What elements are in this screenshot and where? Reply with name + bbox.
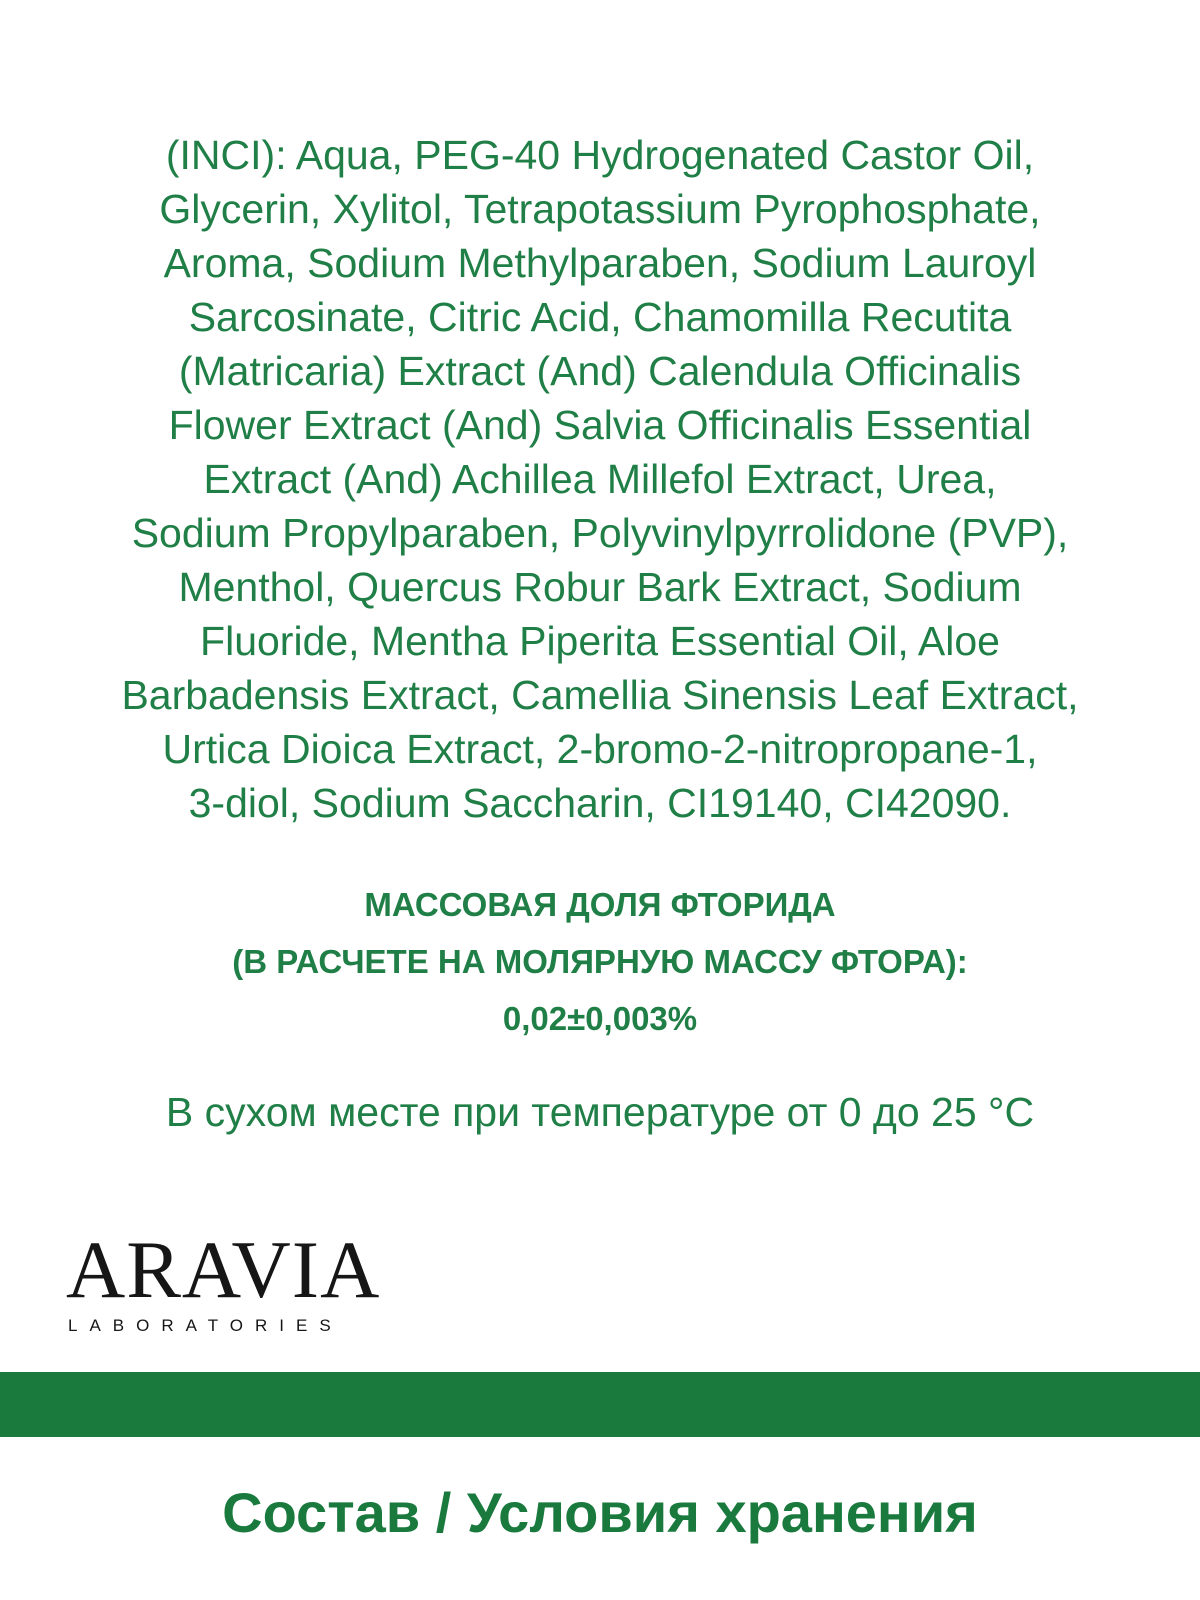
- ingredients-line: (Matricaria) Extract (And) Calendula Officinalis: [178, 348, 1022, 394]
- fluoride-heading-line-2: (В РАСЧЕТЕ НА МОЛЯРНУЮ МАССУ ФТОРА):: [232, 943, 968, 980]
- ingredients-line: Menthol, Quercus Robur Bark Extract, Sodium: [178, 564, 1022, 610]
- ingredients-line: Extract (And) Achillea Millefol Extract, Urea,: [203, 456, 997, 502]
- ingredients-text: [40, 128, 1160, 830]
- footer-title: Состав / Условия хранения: [222, 1481, 978, 1544]
- storage-conditions: В сухом месте при температуре от 0 до 25 °С: [165, 1089, 1035, 1135]
- ingredients-line: (INCI): Aqua, PEG-40 Hydrogenated Castor Oil,: [165, 132, 1035, 178]
- ingredients-line: 3-diol, Sodium Saccharin, CI19140, CI42090.: [188, 780, 1012, 826]
- ingredients-line: Urtica Dioica Extract, 2-bromo-2-nitropropane-1,: [162, 726, 1038, 772]
- fluoride-value: 0,02±0,003%: [502, 1000, 698, 1037]
- ingredients-line: Aroma, Sodium Methylparaben, Sodium Lauroyl: [163, 240, 1037, 286]
- green-divider-band: [0, 1372, 1200, 1437]
- ingredients-line: Sarcosinate, Citric Acid, Chamomilla Recutita: [188, 294, 1012, 340]
- fluoride-heading-line-1: МАССОВАЯ ДОЛЯ ФТОРИДА: [364, 886, 836, 923]
- fluoride-content-block: [40, 876, 1160, 1047]
- logo-subtitle: LABORATORIES: [68, 1316, 343, 1335]
- ingredients-line: Sodium Propylparaben, Polyvinylpyrrolidone (PVP),: [131, 510, 1069, 556]
- ingredients-line: Fluoride, Mentha Piperita Essential Oil, Aloe: [200, 618, 1000, 664]
- ingredients-line: Barbadensis Extract, Camellia Sinensis Leaf Extract,: [121, 672, 1079, 718]
- logo-wordmark: ARAVIA: [66, 1224, 381, 1315]
- ingredients-line: Flower Extract (And) Salvia Officinalis Essential: [168, 402, 1032, 448]
- brand-logo: [66, 1224, 406, 1336]
- ingredients-line: Glycerin, Xylitol, Tetrapotassium Pyrophosphate,: [159, 186, 1041, 232]
